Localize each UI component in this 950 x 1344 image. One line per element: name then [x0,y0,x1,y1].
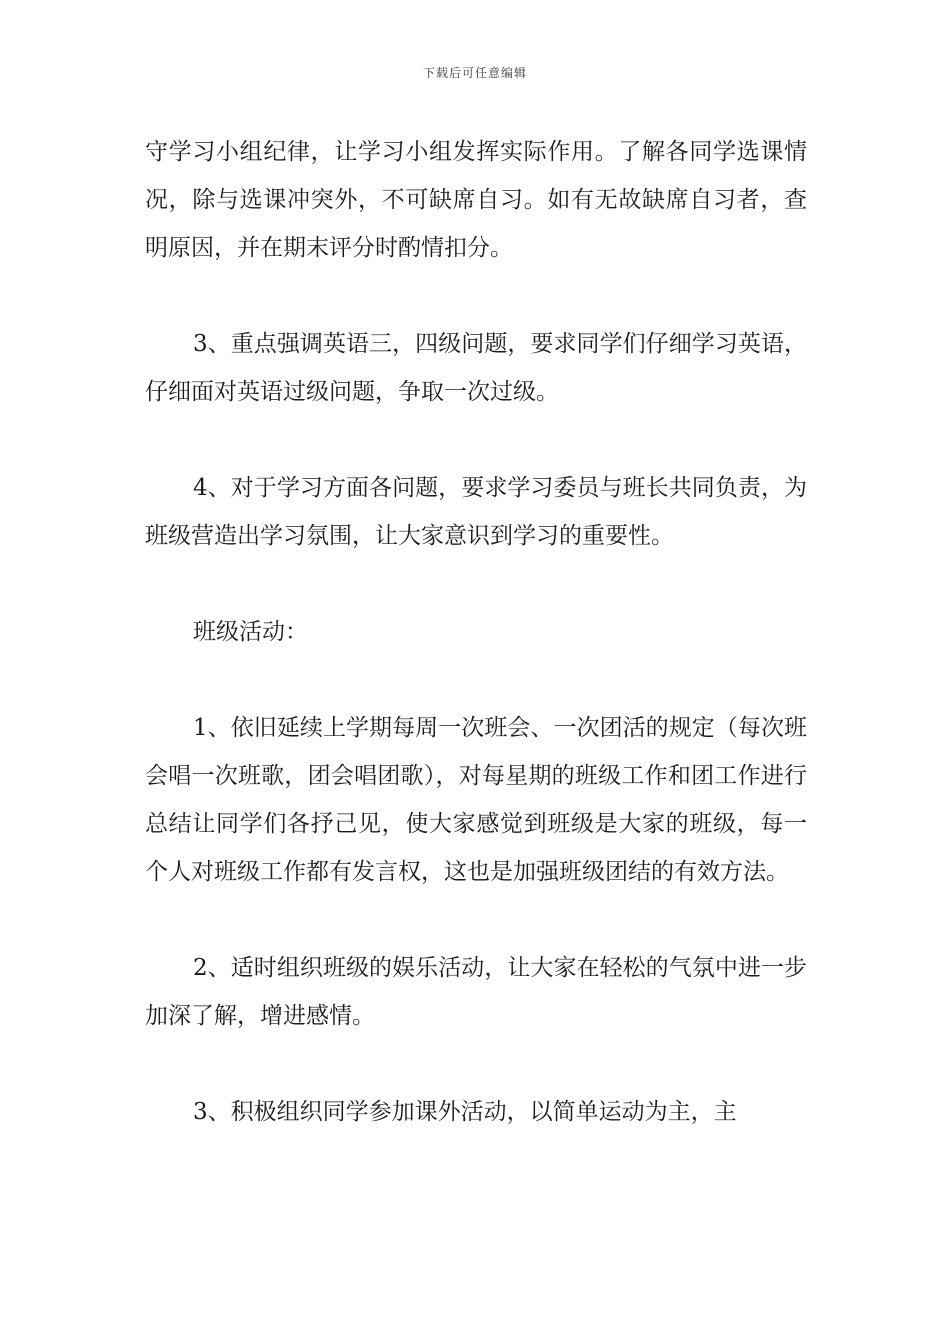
document-body [145,128,807,1136]
paragraph-extracurricular-activities: 3、积极组织同学参加课外活动，以简单运动为主，主 [193,1099,737,1125]
paragraph-study-discipline: 守学习小组纪律，让学习小组发挥实际作用。了解各同学选课情况，除与选课冲突外，不可缺席自习。如有无故缺席自习者，查明原因，并在期末评分时酌情扣分。 [145,139,807,261]
page-header: 下载后可任意编辑 [422,66,527,80]
paragraph-weekly-meetings: 1、依旧延续上学期每周一次班会、一次团活的规定（每次班会唱一次班歌，团会唱团歌），对每星期的班级工作和团工作进行总结让同学们各抒己见，使大家感觉到班级是大家的班级，每一个人对班级工作都有发言权，这也是加强班级团结的有效方法。 [145,715,807,885]
paragraph-english-exam: 3、重点强调英语三，四级问题，要求同学们仔细学习英语，仔细面对英语过级问题，争取一次过级。 [145,331,807,405]
paragraph-study-atmosphere: 4、对于学习方面各问题，要求学习委员与班长共同负责，为班级营造出学习氛围，让大家意识到学习的重要性。 [145,475,807,549]
paragraph-entertainment-activities: 2、适时组织班级的娱乐活动，让大家在轻松的气氛中进一步加深了解，增进感情。 [145,955,807,1029]
section-heading-class-activities: 班级活动： [193,619,308,645]
